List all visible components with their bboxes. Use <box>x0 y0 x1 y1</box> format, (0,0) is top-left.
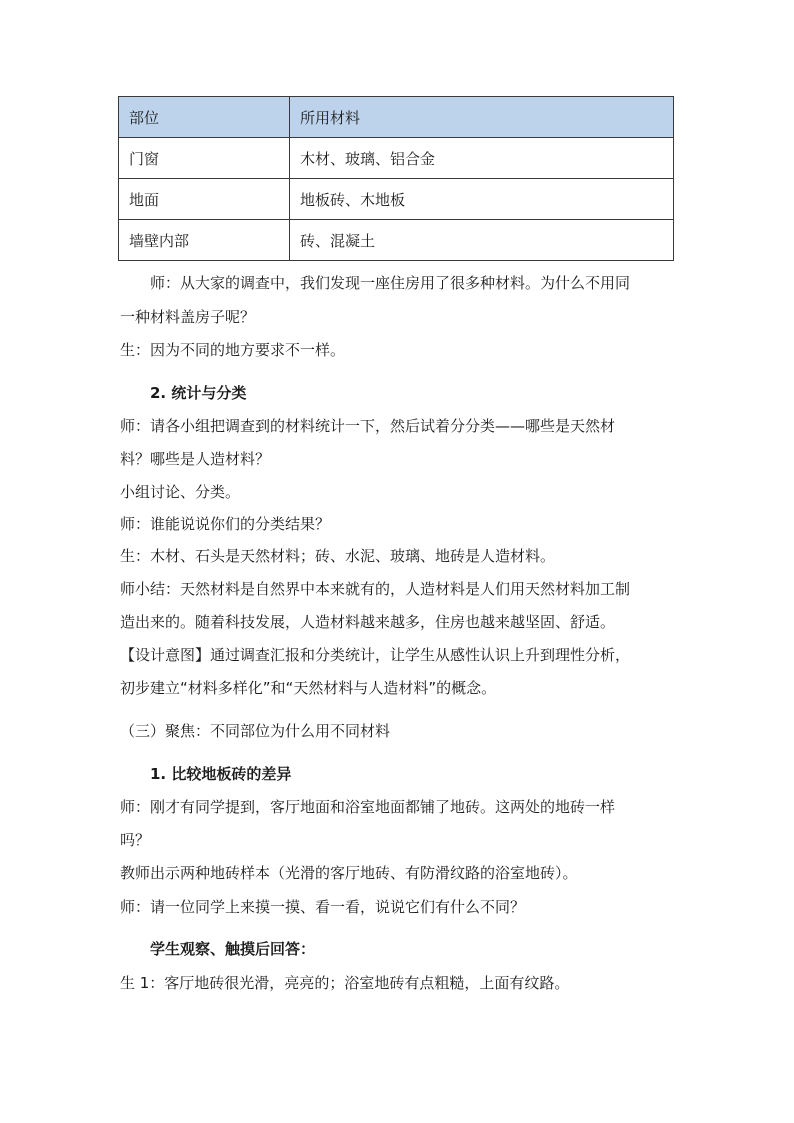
paragraph-line: 生：木材、石头是天然材料；砖、水泥、玻璃、地砖是人造材料。 <box>120 547 556 565</box>
design-intent-line: 初步建立“材料多样化”和“天然材料与人造材料”的概念。 <box>120 679 497 697</box>
paragraph-line: 小组讨论、分类。 <box>120 483 241 501</box>
section-heading: 1. 比较地板砖的差异 <box>150 765 292 783</box>
paragraph-line: 一种材料盖房子呢？ <box>120 308 256 326</box>
paragraph-line: 料？哪些是人造材料？ <box>120 450 271 468</box>
table-header-row <box>119 97 674 138</box>
materials-table <box>118 96 674 261</box>
paragraph-line: 吗？ <box>120 831 151 849</box>
table-row <box>119 179 674 220</box>
paragraph-line: 教师出示两种地砖样本（光滑的客厅地砖、有防滑纹路的浴室地砖）。 <box>120 864 578 882</box>
section-heading: 学生观察、触摸后回答： <box>150 940 316 958</box>
paragraph-line: 师：从大家的调查中，我们发现一座住房用了很多种材料。为什么不用同 <box>150 274 631 292</box>
paragraph-line: 造出来的。随着科技发展，人造材料越来越多，住房也越来越坚固、舒适。 <box>120 613 616 631</box>
table-row <box>119 138 674 179</box>
design-intent-line: 【设计意图】通过调查汇报和分类统计，让学生从感性认识上升到理性分析， <box>120 646 631 664</box>
section-heading: 2. 统计与分类 <box>150 384 247 402</box>
table-cell: 墙壁内部 <box>119 220 290 261</box>
table-header-cell: 所用材料 <box>290 97 674 138</box>
table-cell: 地板砖、木地板 <box>290 179 674 220</box>
paragraph-line: 师：请一位同学上来摸一摸、看一看，说说它们有什么不同？ <box>120 898 526 916</box>
paragraph-line: 师：请各小组把调查到的材料统计一下，然后试着分分类——哪些是天然材 <box>120 417 616 435</box>
table-cell: 木材、玻璃、铝合金 <box>290 138 674 179</box>
table-header-cell: 部位 <box>119 97 290 138</box>
paragraph-line: 师小结：天然材料是自然界中本来就有的，人造材料是人们用天然材料加工制 <box>120 580 631 598</box>
paragraph-line: 师：刚才有同学提到，客厅地面和浴室地面都铺了地砖。这两处的地砖一样 <box>120 798 616 816</box>
paragraph-line: 生 1：客厅地砖很光滑，亮亮的；浴室地砖有点粗糙，上面有纹路。 <box>120 974 570 992</box>
paragraph-line: 生：因为不同的地方要求不一样。 <box>120 341 346 359</box>
table-cell: 砖、混凝土 <box>290 220 674 261</box>
table-cell: 门窗 <box>119 138 290 179</box>
table-row <box>119 220 674 261</box>
section-title: （三）聚焦：不同部位为什么用不同材料 <box>120 722 391 740</box>
table-cell: 地面 <box>119 179 290 220</box>
paragraph-line: 师：谁能说说你们的分类结果？ <box>120 515 331 533</box>
